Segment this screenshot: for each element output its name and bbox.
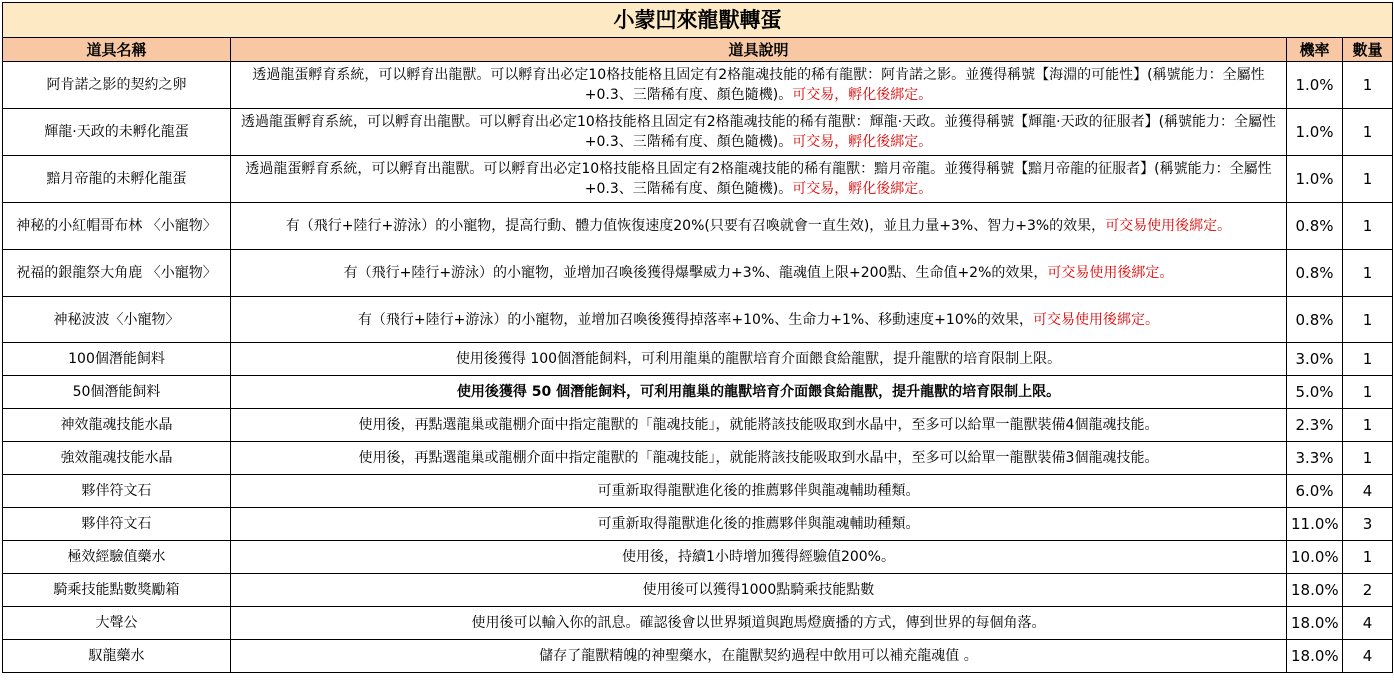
page-title: 小蒙凹來龍獸轉蛋 <box>3 3 1393 38</box>
gacha-table <box>2 2 1393 673</box>
description-text: 透過龍蛋孵育系統，可以孵育出龍獸。可以孵育出必定10格技能格且固定有2格龍魂技能的稀有龍獸：黯月帝龍。並獲得稱號【黯月帝龍的征服者】(稱號能力：全屬性+0.3、三階稀有度、顏色隨機)。 <box>245 161 1272 197</box>
item-probability: 3.0% <box>1287 343 1343 376</box>
header-item-description: 道具說明 <box>231 38 1287 62</box>
item-quantity: 1 <box>1343 376 1393 409</box>
item-description <box>231 109 1287 156</box>
item-probability: 18.0% <box>1287 574 1343 607</box>
item-description <box>231 297 1287 343</box>
item-name: 神秘的小紅帽哥布林 〈小寵物〉 <box>3 203 231 250</box>
item-description <box>231 62 1287 109</box>
trade-note: 可交易，孵化後綁定。 <box>792 87 933 103</box>
item-description <box>231 203 1287 250</box>
item-probability: 18.0% <box>1287 607 1343 640</box>
table-row <box>3 343 1393 376</box>
item-quantity: 1 <box>1343 203 1393 250</box>
table-row <box>3 607 1393 640</box>
trade-note: 可交易，孵化後綁定。 <box>792 181 933 197</box>
item-probability: 10.0% <box>1287 541 1343 574</box>
item-probability: 5.0% <box>1287 376 1343 409</box>
item-description: 使用後，再點選龍巢或龍棚介面中指定龍獸的「龍魂技能」，就能將該技能吸取到水晶中，至多可以給單一龍獸裝備4個龍魂技能。 <box>231 409 1287 442</box>
item-name: 騎乘技能點數獎勵箱 <box>3 574 231 607</box>
item-name: 馭龍藥水 <box>3 640 231 673</box>
item-name: 祝福的銀龍祭大角鹿 〈小寵物〉 <box>3 250 231 297</box>
item-probability: 1.0% <box>1287 109 1343 156</box>
item-description: 可重新取得龍獸進化後的推薦夥伴與龍魂輔助種類。 <box>231 475 1287 508</box>
item-description: 儲存了龍獸精魄的神聖藥水，在龍獸契約過程中飲用可以補充龍魂值 。 <box>231 640 1287 673</box>
item-name: 夥伴符文石 <box>3 508 231 541</box>
item-probability: 0.8% <box>1287 203 1343 250</box>
item-name: 神秘波波〈小寵物〉 <box>3 297 231 343</box>
item-name: 阿肯諾之影的契約之卵 <box>3 62 231 109</box>
item-description: 可重新取得龍獸進化後的推薦夥伴與龍魂輔助種類。 <box>231 508 1287 541</box>
table-row <box>3 409 1393 442</box>
item-name: 50個潛能飼料 <box>3 376 231 409</box>
item-probability: 0.8% <box>1287 250 1343 297</box>
item-name: 100個潛能飼料 <box>3 343 231 376</box>
item-description: 使用後獲得 50 個潛能飼料，可利用龍巢的龍獸培育介面餵食給龍獸，提升龍獸的培育限制上限。 <box>231 376 1287 409</box>
item-quantity: 1 <box>1343 297 1393 343</box>
description-text: 有（飛行+陸行+游泳）的小寵物，並增加召喚後獲得爆擊威力+3%、龍魂值上限+200點、生命值+2%的效果， <box>343 265 1048 281</box>
item-quantity: 1 <box>1343 109 1393 156</box>
item-probability: 3.3% <box>1287 442 1343 475</box>
item-description: 使用後，再點選龍巢或龍棚介面中指定龍獸的「龍魂技能」，就能將該技能吸取到水晶中，至多可以給單一龍獸裝備3個龍魂技能。 <box>231 442 1287 475</box>
item-name: 夥伴符文石 <box>3 475 231 508</box>
table-row <box>3 574 1393 607</box>
item-quantity: 1 <box>1343 343 1393 376</box>
item-description: 使用後可以獲得1000點騎乘技能點數 <box>231 574 1287 607</box>
description-text: 透過龍蛋孵育系統，可以孵育出龍獸。可以孵育出必定10格技能格且固定有2格龍魂技能的稀有龍獸：阿肯諾之影。並獲得稱號【海淵的可能性】(稱號能力：全屬性+0.3、三階稀有度、顏色隨機)。 <box>252 67 1265 103</box>
header-item-name: 道具名稱 <box>3 38 231 62</box>
item-probability: 18.0% <box>1287 640 1343 673</box>
table-row <box>3 250 1393 297</box>
description-text: 透過龍蛋孵育系統，可以孵育出龍獸。可以孵育出必定10格技能格且固定有2格龍魂技能的稀有龍獸：輝龍·天政。並獲得稱號【輝龍·天政的征服者】(稱號能力：全屬性+0.3、三階稀有度、顏色隨機)。 <box>240 114 1277 150</box>
item-quantity: 2 <box>1343 574 1393 607</box>
table-row <box>3 109 1393 156</box>
item-name: 黯月帝龍的未孵化龍蛋 <box>3 156 231 203</box>
item-probability: 6.0% <box>1287 475 1343 508</box>
table-row <box>3 156 1393 203</box>
item-name: 極效經驗值藥水 <box>3 541 231 574</box>
table-row <box>3 442 1393 475</box>
item-description <box>231 250 1287 297</box>
item-quantity: 1 <box>1343 156 1393 203</box>
item-description: 使用後，持續1小時增加獲得經驗值200%。 <box>231 541 1287 574</box>
item-description: 使用後獲得 100個潛能飼料，可利用龍巢的龍獸培育介面餵食給龍獸，提升龍獸的培育限制上限。 <box>231 343 1287 376</box>
trade-note: 可交易使用後綁定。 <box>1105 218 1232 234</box>
item-quantity: 1 <box>1343 442 1393 475</box>
trade-note: 可交易，孵化後綁定。 <box>792 134 933 150</box>
item-probability: 1.0% <box>1287 156 1343 203</box>
item-quantity: 1 <box>1343 62 1393 109</box>
item-quantity: 4 <box>1343 640 1393 673</box>
table-row <box>3 62 1393 109</box>
trade-note: 可交易使用後綁定。 <box>1033 311 1160 328</box>
item-probability: 2.3% <box>1287 409 1343 442</box>
table-row <box>3 203 1393 250</box>
item-name: 神效龍魂技能水晶 <box>3 409 231 442</box>
item-name: 強效龍魂技能水晶 <box>3 442 231 475</box>
table-row <box>3 640 1393 673</box>
header-probability: 機率 <box>1287 38 1343 62</box>
item-name: 輝龍·天政的未孵化龍蛋 <box>3 109 231 156</box>
table-row <box>3 475 1393 508</box>
item-quantity: 4 <box>1343 607 1393 640</box>
item-quantity: 1 <box>1343 409 1393 442</box>
item-quantity: 3 <box>1343 508 1393 541</box>
item-quantity: 4 <box>1343 475 1393 508</box>
table-row <box>3 297 1393 343</box>
table-row <box>3 541 1393 574</box>
item-probability: 0.8% <box>1287 297 1343 343</box>
header-quantity: 數量 <box>1343 38 1393 62</box>
item-quantity: 1 <box>1343 541 1393 574</box>
item-probability: 1.0% <box>1287 62 1343 109</box>
description-text: 有（飛行+陸行+游泳）的小寵物，提高行動、體力值恢復速度20%(只要有召喚就會一直生效)，並且力量+3%、智力+3%的效果， <box>285 218 1106 234</box>
table-row <box>3 376 1393 409</box>
item-name: 大聲公 <box>3 607 231 640</box>
item-description: 使用後可以輸入你的訊息。確認後會以世界頻道與跑馬燈廣播的方式，傳到世界的每個角落。 <box>231 607 1287 640</box>
description-text: 有（飛行+陸行+游泳）的小寵物，並增加召喚後獲得掉落率+10%、生命力+1%、移動速度+10%的效果， <box>357 311 1034 328</box>
table-row <box>3 508 1393 541</box>
item-quantity: 1 <box>1343 250 1393 297</box>
trade-note: 可交易使用後綁定。 <box>1047 265 1174 281</box>
item-probability: 11.0% <box>1287 508 1343 541</box>
item-description <box>231 156 1287 203</box>
